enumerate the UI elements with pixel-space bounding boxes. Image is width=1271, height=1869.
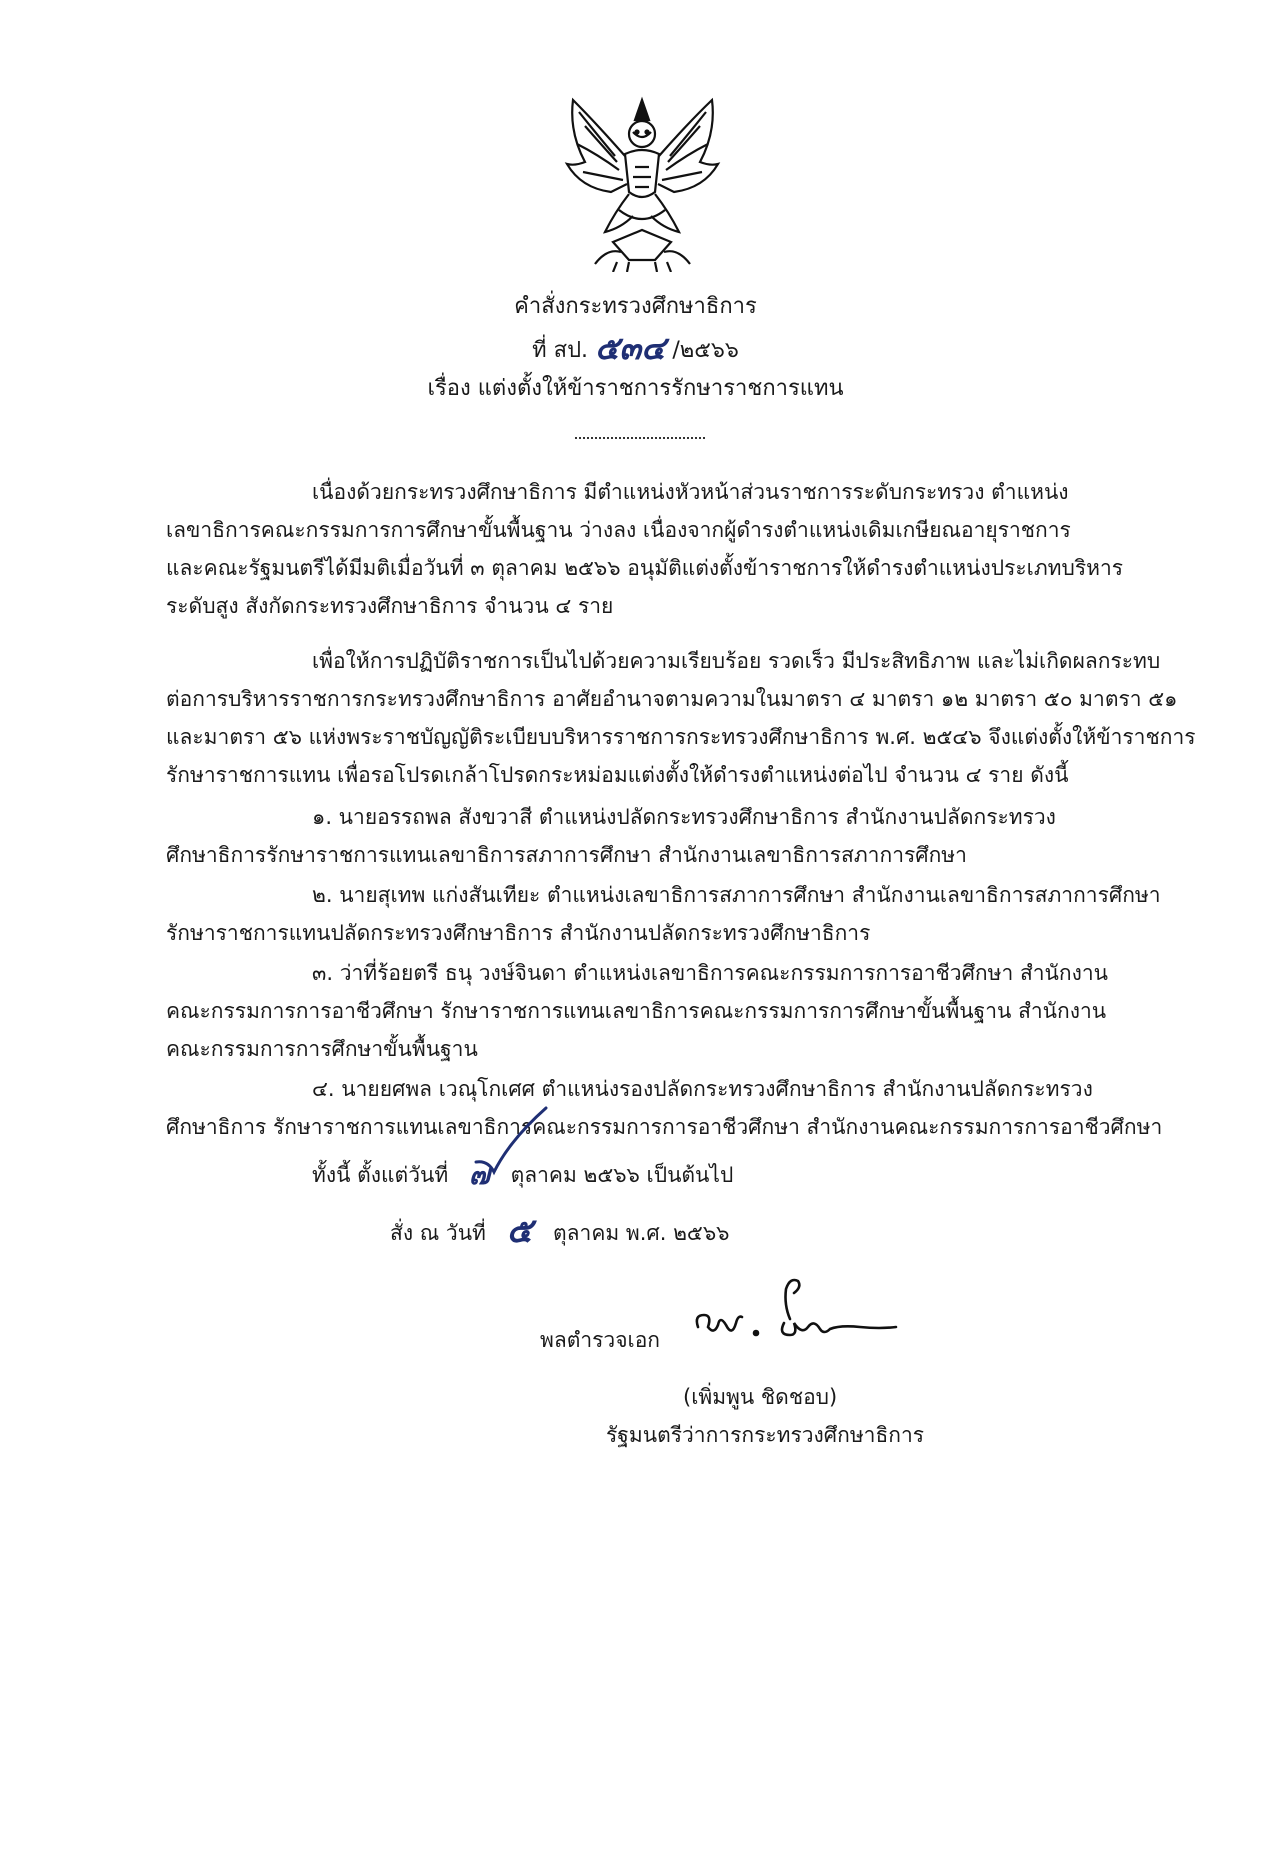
item2-line: รักษาราชการแทนปลัดกระทรวงศึกษาธิการ สำนักงานปลัดกระทรวงศึกษาธิการ (166, 921, 871, 945)
effective-prefix: ทั้งนี้ ตั้งแต่วันที่ (312, 1163, 449, 1187)
item3-line: คณะกรรมการการอาชีวศึกษา รักษาราชการแทนเลขาธิการคณะกรรมการการศึกษาขั้นพื้นฐาน สำนักงาน (166, 999, 1107, 1023)
effective-suffix: ตุลาคม ๒๕๖๖ เป็นต้นไป (510, 1163, 734, 1187)
effective-date (312, 1160, 733, 1190)
garuda-emblem-icon (555, 92, 730, 272)
handwritten-signature (690, 1275, 900, 1355)
order-prefix: ที่ สป. (532, 338, 589, 363)
item2-line: ๒. นายสุเทพ แก่งสันเทียะ ตำแหน่งเลขาธิการสภาการศึกษา สำนักงานเลขาธิการสภาการศึกษา (312, 883, 1161, 907)
handwritten-order-day: ๕ (506, 1211, 533, 1251)
para2-line: ต่อการบริหารราชการกระทรวงศึกษาธิการ อาศัยอำนาจตามความในมาตรา ๔ มาตรา ๑๒ มาตรา ๕๐ มาตรา ๕๑ (166, 687, 1178, 711)
document-title: คำสั่งกระทรวงศึกษาธิการ (514, 294, 757, 319)
para2-line: เพื่อให้การปฏิบัติราชการเป็นไปด้วยความเรียบร้อย รวดเร็ว มีประสิทธิภาพ และไม่เกิดผลกระทบ (312, 649, 1161, 673)
item3-line: คณะกรรมการการศึกษาขั้นพื้นฐาน (166, 1037, 478, 1061)
order-date (390, 1211, 730, 1251)
signer-rank: พลตำรวจเอก (540, 1328, 661, 1352)
para1-line: ระดับสูง สังกัดกระทรวงศึกษาธิการ จำนวน ๔ ราย (166, 594, 614, 618)
item3-line: ๓. ว่าที่ร้อยตรี ธนุ วงษ์จินดา ตำแหน่งเลขาธิการคณะกรรมการการอาชีวศึกษา สำนักงาน (312, 961, 1109, 985)
para1-line: เลขาธิการคณะกรรมการการศึกษาขั้นพื้นฐาน ว่างลง เนื่องจากผู้ดำรงตำแหน่งเดิมเกษียณอายุราชการ (166, 518, 1071, 542)
para1-line: เนื่องด้วยกระทรวงศึกษาธิการ มีตำแหน่งหัวหน้าส่วนราชการระดับกระทรวง ตำแหน่ง (312, 480, 1069, 504)
para2-line: รักษาราชการแทน เพื่อรอโปรดเกล้าโปรดกระหม่อมแต่งตั้งให้ดำรงตำแหน่งต่อไป จำนวน ๔ ราย ดังนี้ (166, 763, 1069, 787)
order-number (0, 329, 1271, 367)
ordered-prefix: สั่ง ณ วันที่ (390, 1221, 486, 1245)
item1-line: ๑. นายอรรถพล สังขวาสี ตำแหน่งปลัดกระทรวงศึกษาธิการ สำนักงานปลัดกระทรวง (312, 805, 1056, 829)
header-divider (575, 437, 705, 439)
signer-name: (เพิ่มพูน ชิดชอบ) (683, 1385, 838, 1409)
item1-line: ศึกษาธิการรักษาราชการแทนเลขาธิการสภาการศึกษา สำนักงานเลขาธิการสภาการศึกษา (166, 843, 967, 867)
signer-position: รัฐมนตรีว่าการกระทรวงศึกษาธิการ (606, 1423, 925, 1447)
order-year: /๒๕๖๖ (672, 338, 739, 363)
item4-line: ศึกษาธิการ รักษาราชการแทนเลขาธิการคณะกรรมการการอาชีวศึกษา สำนักงานคณะกรรมการการอาชีวศึกษา (166, 1115, 1163, 1139)
handwritten-order-number: ๕๓๔ (595, 329, 666, 367)
handwritten-effective-day: ๗ (468, 1158, 490, 1191)
item4-line: ๔. นายยศพล เวณุโกเศศ ตำแหน่งรองปลัดกระทรวงศึกษาธิการ สำนักงานปลัดกระทรวง (312, 1077, 1093, 1101)
document-subject: เรื่อง แต่งตั้งให้ข้าราชการรักษาราชการแทน (427, 376, 844, 401)
para1-line: และคณะรัฐมนตรีได้มีมติเมื่อวันที่ ๓ ตุลาคม ๒๕๖๖ อนุมัติแต่งตั้งข้าราชการให้ดำรงตำแหน่งประเภทบริหาร (166, 556, 1124, 580)
ordered-suffix: ตุลาคม พ.ศ. ๒๕๖๖ (553, 1221, 730, 1245)
para2-line: และมาตรา ๕๖ แห่งพระราชบัญญัติระเบียบบริหารราชการกระทรวงศึกษาธิการ พ.ศ. ๒๕๔๖ จึงแต่งตั้งให้ข้าราชการ (166, 725, 1196, 749)
